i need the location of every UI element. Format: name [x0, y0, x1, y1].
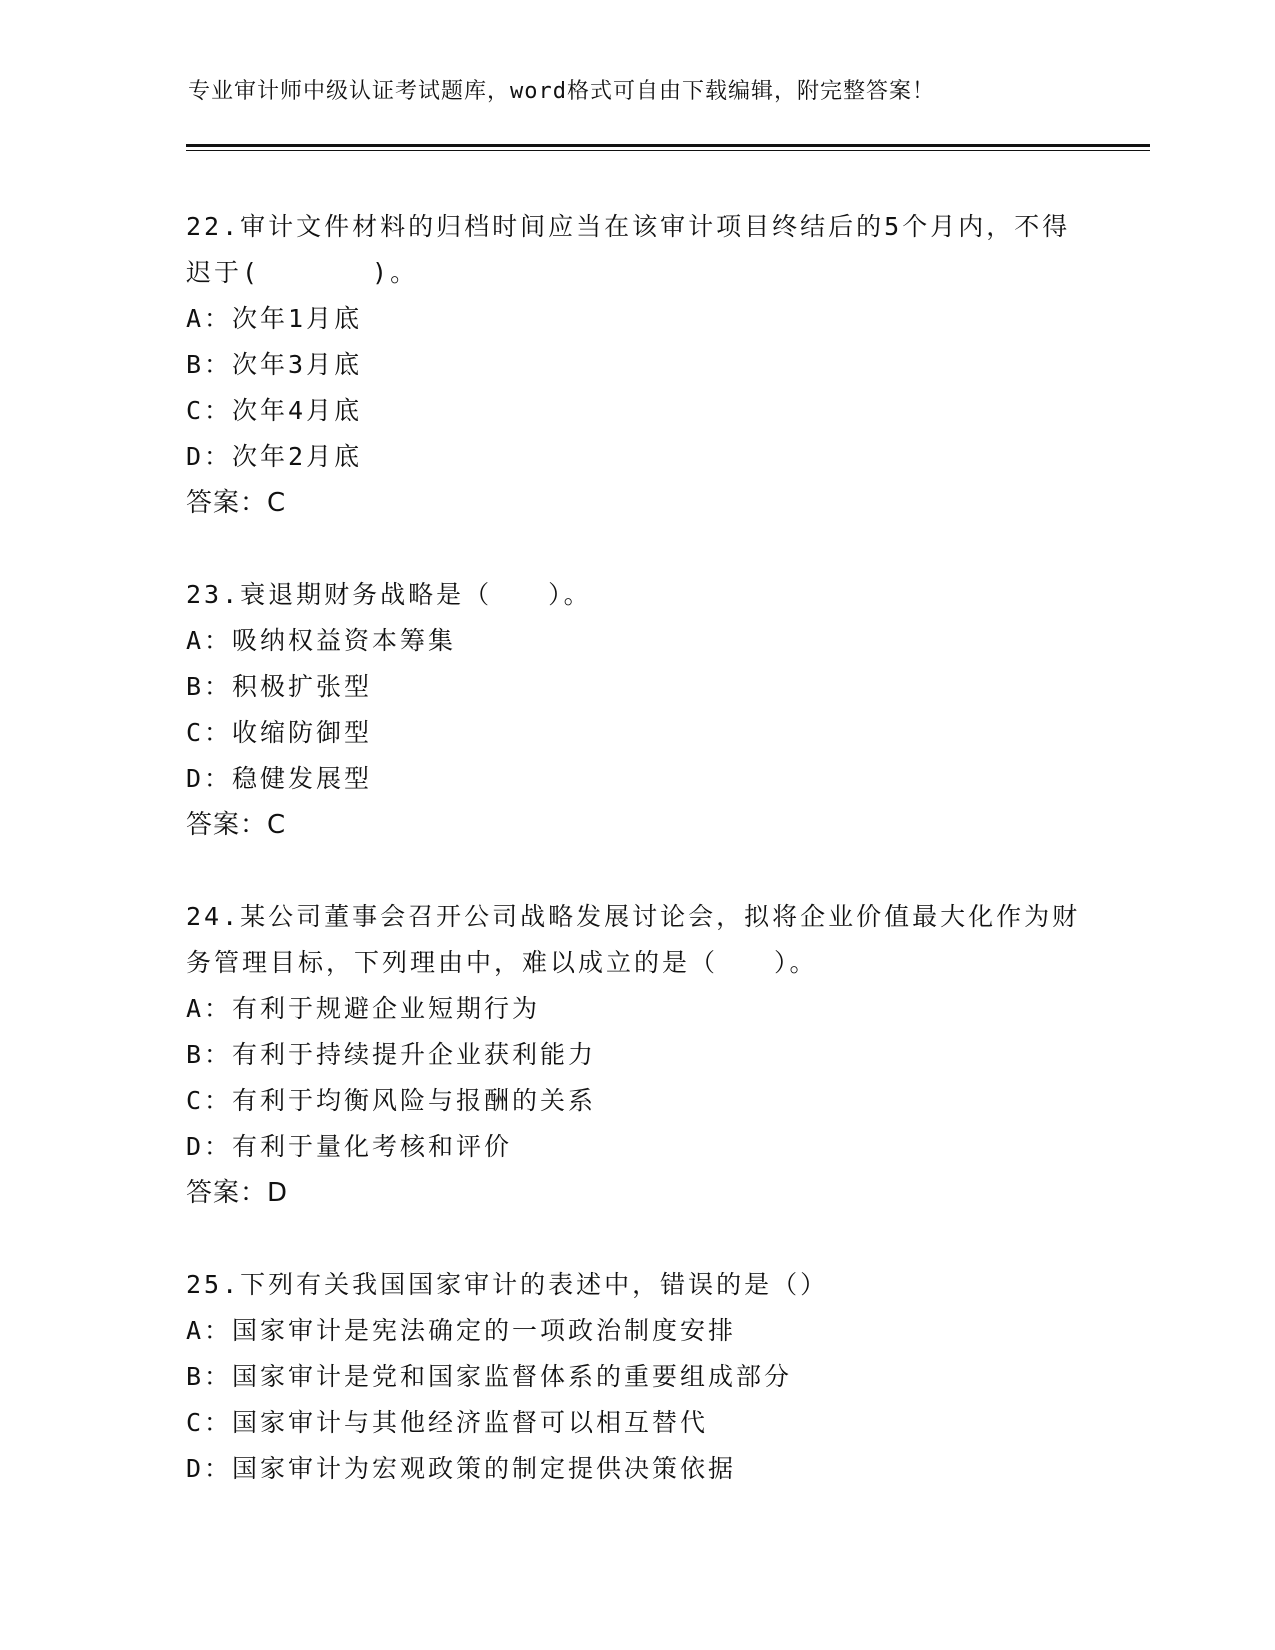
question-23 — [186, 572, 1086, 848]
header-rule-thick — [186, 144, 1150, 147]
header-rule-thin — [186, 150, 1150, 151]
question-text: 22.审计文件材料的归档时间应当在该审计项目终结后的5个月内，不得迟于( )。 — [186, 212, 1071, 287]
answer: 答案：C — [186, 488, 287, 518]
question-24 — [186, 894, 1086, 1216]
question-list — [186, 204, 1086, 1538]
question-22 — [186, 204, 1086, 526]
question-25 — [186, 1262, 1086, 1492]
option-d: D：稳健发展型 — [186, 764, 373, 793]
option-d: D：有利于量化考核和评价 — [186, 1132, 513, 1161]
document-header: 专业审计师中级认证考试题库，word格式可自由下载编辑，附完整答案！ — [188, 79, 935, 104]
option-a: A：有利于规避企业短期行为 — [186, 994, 541, 1023]
option-a: A：次年1月底 — [186, 304, 363, 333]
option-c: C：次年4月底 — [186, 396, 363, 425]
option-a: A：吸纳权益资本筹集 — [186, 626, 457, 655]
question-text: 25.下列有关我国国家审计的表述中，错误的是（） — [186, 1270, 829, 1299]
answer: 答案：C — [186, 810, 287, 840]
question-text: 23.衰退期财务战略是（ ）。 — [186, 580, 592, 609]
option-b: B：有利于持续提升企业获利能力 — [186, 1040, 597, 1069]
option-d: D：次年2月底 — [186, 442, 363, 471]
option-c: C：国家审计与其他经济监督可以相互替代 — [186, 1408, 709, 1437]
answer: 答案：D — [186, 1178, 289, 1208]
question-text: 24.某公司董事会召开公司战略发展讨论会，拟将企业价值最大化作为财务管理目标，下列理由中，难以成立的是（ ）。 — [186, 902, 1081, 977]
option-d: D：国家审计为宏观政策的制定提供决策依据 — [186, 1454, 737, 1483]
option-a: A：国家审计是宪法确定的一项政治制度安排 — [186, 1316, 737, 1345]
option-b: B：次年3月底 — [186, 350, 363, 379]
option-b: B：积极扩张型 — [186, 672, 373, 701]
option-c: C：有利于均衡风险与报酬的关系 — [186, 1086, 597, 1115]
option-b: B：国家审计是党和国家监督体系的重要组成部分 — [186, 1362, 793, 1391]
option-c: C：收缩防御型 — [186, 718, 373, 747]
